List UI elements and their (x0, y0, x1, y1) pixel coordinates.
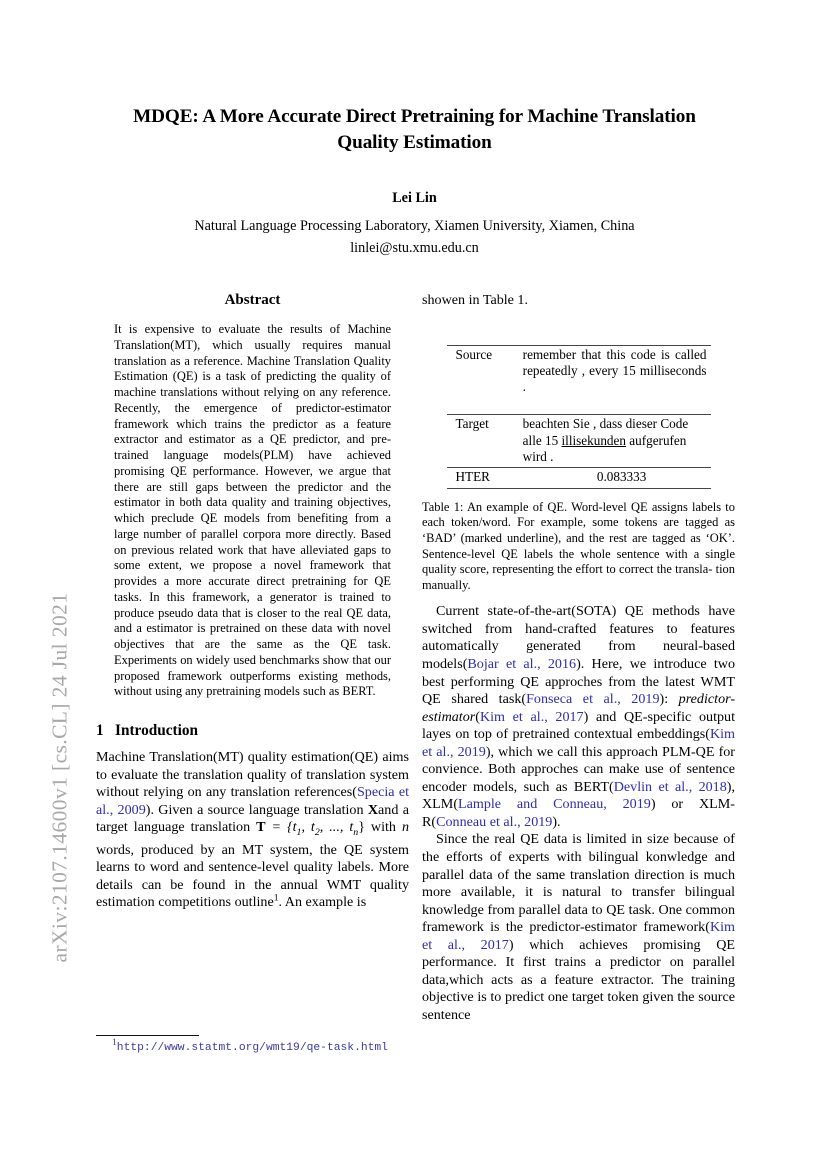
table-cell-source-label: Source (447, 345, 523, 415)
rp1-text-d: ( (475, 708, 480, 725)
math-eq-part-3: , ..., t (319, 819, 354, 836)
citation-fonseca-2019[interactable]: Fonseca et al., 2019 (526, 691, 660, 708)
math-sub-n: n (353, 827, 359, 838)
rp1-text-i: ). (552, 813, 561, 830)
table-row-hter (447, 468, 711, 488)
right-paragraph-2 (422, 831, 735, 1024)
table-cell-hter-label: HTER (447, 468, 523, 488)
paper-title-line-1: MDQE: A More Accurate Direct Pretraining for Machine Translation (133, 106, 696, 127)
citation-conneau-2019[interactable]: Conneau et al., 2019 (436, 813, 553, 830)
intro-text-a: Machine Translation(MT) quality estimation(QE) aims to evaluate the translation quality of translation system without relying on any translation references( (96, 749, 409, 801)
math-sub-1: 1 (296, 827, 302, 838)
intro-text-e: . An example is (278, 894, 367, 911)
arxiv-identifier-stamp: arXiv:2107.14600v1 [cs.CL] 24 Jul 2021 (47, 592, 72, 963)
table-caption-prefix: Table 1: (422, 499, 464, 514)
intro-text-c: and a target language translation (96, 801, 409, 836)
table-cell-target-value (523, 415, 711, 468)
math-symbol-n: n (401, 819, 409, 836)
bad-tagged-token: illisekunden (561, 432, 626, 448)
author-name: Lei Lin (392, 190, 437, 206)
rp1-text-g: ), XLM( (422, 778, 735, 813)
table-cell-source-value: remember that this code is called repeatedly , every 15 milliseconds . (523, 345, 711, 415)
table-caption (422, 500, 735, 594)
table-cell-target-label: Target (447, 415, 523, 468)
rp1-text-h: ) or XLM-R( (422, 796, 735, 830)
intro-text-d: words, produced by an MT system, the QE system learns to word and sentence-level quality labels. More details can be found in the annual WMT quality estimation competitions outline (96, 841, 409, 911)
math-eq-part-4: } with (358, 819, 402, 836)
abstract-heading: Abstract (224, 292, 281, 308)
table-lead-text: showen in Table 1. (422, 292, 529, 308)
rp1-text-f: ), which we call this approach PLM-QE for convience. Both approches can make use of sentence encoder models, such as BERT( (422, 743, 735, 795)
citation-devlin-2018[interactable]: Devlin et al., 2018 (613, 778, 727, 795)
table-wrapper (422, 345, 735, 489)
rp1-text-a: Current state-of-the-art(SOTA) QE methods have switched from hand-crafted features to features automatically generated from neural-based models( (422, 603, 735, 672)
left-column (96, 292, 409, 912)
paper-title-line-2: Quality Estimation (337, 132, 492, 153)
section-heading-introduction (96, 722, 409, 740)
citation-specia-2009[interactable]: Specia et al., 2009 (96, 784, 409, 818)
target-text-post: aufgerufen wird . (522, 432, 687, 464)
author-email: linlei@stu.xmu.edu.cn (350, 240, 479, 256)
math-sub-2: 2 (314, 827, 320, 838)
footnote-marker-ref[interactable]: 1 (273, 892, 279, 904)
citation-kim-2017b[interactable]: Kim et al., 2017 (422, 919, 735, 953)
rp2-text-b: ) which achieves promising QE performance. It first trains a predictor on parallel data,which acts as a feature extractor. The training objective is to predict one target token given the source sentence (422, 936, 736, 1023)
rp1-text-e: ) and QE-specific output layes on top of pretrained contextual embeddings( (422, 708, 735, 743)
math-symbol-x: X (367, 801, 379, 818)
qe-example-table (447, 345, 711, 489)
rp1-text-b: ). Here, we introduce two best performing QE approches from the latest WMT QE shared task( (422, 656, 735, 708)
introduction-paragraph-1 (96, 749, 409, 912)
footnote-url[interactable]: http://www.statmt.org/wmt19/qe-task.html (116, 1042, 388, 1054)
citation-kim-2019[interactable]: Kim et al., 2019 (422, 726, 735, 760)
math-eq-part-2: , t (301, 819, 315, 836)
citation-bojar-2016[interactable]: Bojar et al., 2016 (467, 656, 577, 672)
footnote-area (96, 1035, 409, 1056)
footnote-marker: 1 (112, 1037, 117, 1049)
math-eq-part-1: = {t (265, 819, 297, 836)
footnote-divider (96, 1035, 199, 1036)
table-row-target (447, 415, 711, 468)
author-affiliation: Natural Language Processing Laboratory, Xiamen University, Xiamen, China (194, 218, 635, 234)
math-symbol-t: T (256, 819, 266, 836)
footnote-entry (96, 1037, 409, 1056)
intro-text-b: ). Given a source language translation (145, 801, 368, 818)
title-block (92, 104, 737, 258)
section-number: 1 (96, 722, 104, 739)
table-caption-label (422, 500, 463, 514)
table-cell-hter-value: 0.083333 (523, 468, 711, 488)
table-caption-body: An example of QE. Word-level QE assigns labels to each token/word. For example, some tokens are tagged as ‘BAD’ (marked underline), and the rest are tagged as ‘OK’. Sentence-level QE labels the whole sentence with a single quality score, representing the effort to correct the transla- tion manually. (422, 499, 735, 592)
term-predictor-estimator: predictor-estimator (422, 691, 736, 725)
citation-lample-conneau-2019[interactable]: Lample and Conneau, 2019 (458, 796, 651, 813)
rp1-text-c: ): (659, 691, 679, 708)
rp2-text-a: Since the real QE data is limited in size because of the efforts of experts with bilingual konwledge and parallel data of the same translation direction is much more available, it is natural to transfer bilingual knowledge from parallel data to QE task. One common framework is the predictor-estimator framework( (422, 831, 735, 936)
section-title: Introduction (115, 722, 199, 739)
right-paragraph-1 (422, 603, 735, 831)
right-column (422, 292, 735, 1024)
table-row-source (447, 345, 711, 415)
target-text-pre: beachten Sie , dass dieser Code alle 15 (522, 416, 689, 448)
page-title (92, 104, 737, 156)
citation-kim-2017a[interactable]: Kim et al., 2017 (479, 708, 584, 725)
abstract-text: It is expensive to evaluate the results of Machine Translation(MT), which usually requires manual translation as a reference. Machine Translation Quality Estimation (QE) is a task of predicting the quality of machine translations without relying on any reference. Recently, the emergence of predictor-estimator framework which trains the predictor as a feature extractor and estimator as a QE predictor, and pre-trained language models(PLM) have achieved promising QE performance. However, we argue that there are still gaps between the predictor and the estimator in both data quality and training objectives, which preclude QE models from benefiting from a large number of parallel corpora more directly. Based on previous related work that have alleviated gaps to some extent, we propose a novel framework that provides a more accurate direct pretraining for QE tasks. In this framework, a generator is trained to produce pseudo data that is closer to the real QE data, and a estimator is pretrained on these data with novel objectives that are the same as the QE task. Experiments on widely used benchmarks show that our proposed framework outperforms existing methods, without using any pretraining models such as BERT. (114, 322, 391, 699)
